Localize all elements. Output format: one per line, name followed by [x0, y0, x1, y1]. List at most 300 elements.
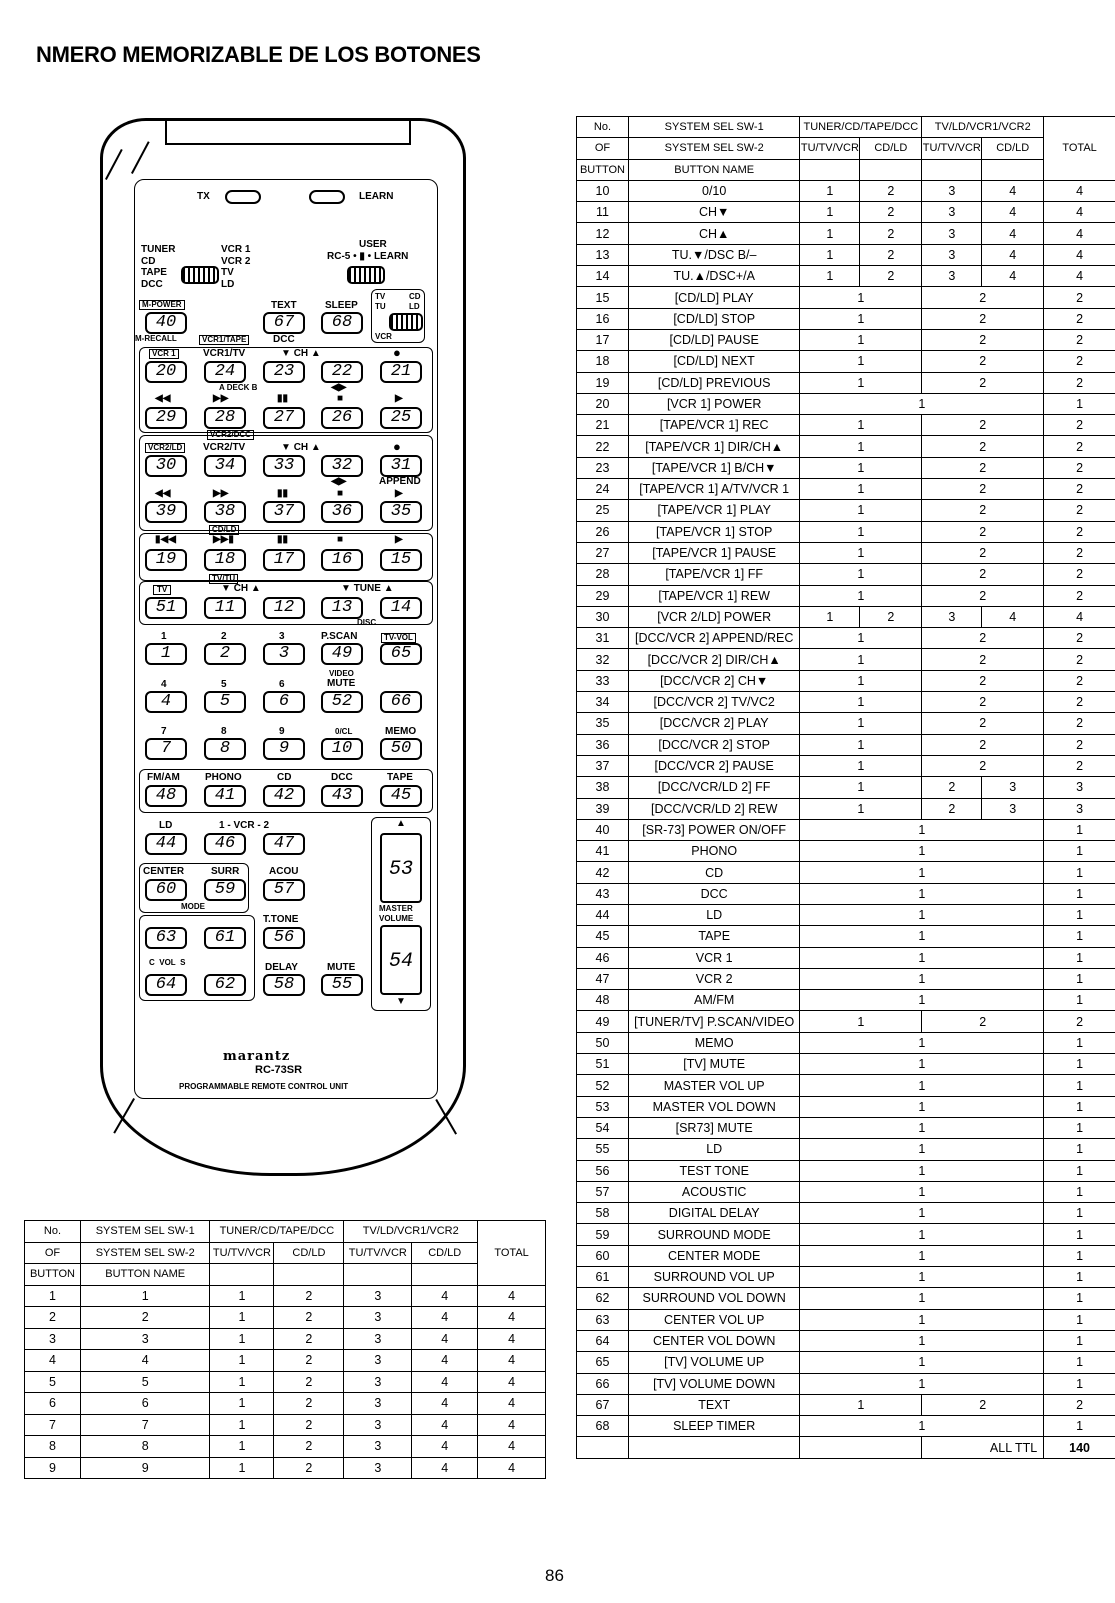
button-name-cell: [CD/LD] NEXT [628, 351, 799, 372]
count-cell: 1 [800, 244, 860, 265]
key-63[interactable]: 63 [145, 927, 187, 949]
total-cell: 1 [1044, 862, 1115, 883]
button-name-cell: SURROUND MODE [628, 1224, 799, 1245]
key-34[interactable]: 34 [204, 455, 246, 477]
append-dot-icon: ● [393, 439, 401, 454]
key-16[interactable]: 16 [321, 549, 363, 571]
button-name-cell: [TAPE/VCR 1] FF [628, 564, 799, 585]
table-row [25, 1414, 546, 1436]
count-cell: 2 [922, 692, 1044, 713]
table-cell: 8 [80, 1436, 210, 1458]
table-row [577, 649, 1115, 670]
key-50[interactable]: 50 [380, 738, 422, 760]
table-row [577, 798, 1115, 819]
button-number-cell: 55 [577, 1139, 629, 1160]
button-number-cell: 57 [577, 1181, 629, 1202]
button-name-cell: TU.▲/DSC+/A [628, 266, 799, 287]
key-19[interactable]: 19 [145, 549, 187, 571]
table-row [577, 564, 1115, 585]
table-cell: 2 [274, 1285, 344, 1307]
vcr-sw-label: VCR [375, 332, 392, 341]
key-32[interactable]: 32 [321, 455, 363, 477]
table-cell: 4 [412, 1436, 478, 1458]
key-62[interactable]: 62 [204, 974, 246, 996]
total-cell: 1 [1044, 1267, 1115, 1288]
hdr-group1: TUNER/CD/TAPE/DCC [210, 1221, 344, 1243]
count-cell: 3 [982, 777, 1044, 798]
hdr-no: No. [25, 1221, 81, 1243]
key-67[interactable]: 67 [263, 312, 305, 334]
grand-total: 140 [1044, 1437, 1115, 1458]
total-cell: 1 [1044, 990, 1115, 1011]
button-name-cell: CH▼ [628, 202, 799, 223]
table-row [577, 926, 1115, 947]
total-cell: 3 [1044, 777, 1115, 798]
table-row [577, 1373, 1115, 1394]
button-number-cell: 42 [577, 862, 629, 883]
vcr2tv-label: VCR2/TV [203, 442, 246, 453]
key-41[interactable]: 41 [204, 785, 246, 807]
button-number-cell: 66 [577, 1373, 629, 1394]
key-68[interactable]: 68 [321, 312, 363, 334]
key-47[interactable]: 47 [263, 833, 305, 855]
count-cell: 3 [922, 244, 982, 265]
key-49[interactable]: 49 [321, 643, 363, 665]
count-cell: 1 [800, 841, 1044, 862]
table-row [577, 542, 1115, 563]
vcr1-tape-label: VCR1/TAPE [199, 335, 249, 345]
table-cell: 4 [478, 1457, 546, 1479]
key-26[interactable]: 26 [321, 407, 363, 429]
table-cell: 1 [210, 1457, 274, 1479]
vcr12-label: 1 - VCR - 2 [219, 820, 270, 831]
table-row [25, 1371, 546, 1393]
key-39[interactable]: 39 [145, 501, 187, 523]
button-number-cell: 64 [577, 1330, 629, 1351]
table-cell: 2 [80, 1307, 210, 1329]
key-3[interactable]: 3 [263, 643, 305, 665]
count-cell: 2 [922, 308, 1044, 329]
button-name-cell: TEXT [628, 1394, 799, 1415]
total-cell: 4 [1044, 180, 1115, 201]
disc-label: DISC [357, 618, 377, 627]
key-28[interactable]: 28 [204, 407, 246, 429]
ld-sw-label: LD [409, 302, 420, 311]
key-59[interactable]: 59 [204, 879, 246, 901]
main-hdr-of: OF [577, 138, 629, 159]
table-row [577, 180, 1115, 201]
tv-label: TV [221, 267, 234, 278]
table-row [577, 904, 1115, 925]
count-cell: 1 [800, 904, 1044, 925]
table-cell: 3 [344, 1350, 412, 1372]
user-mode-switch[interactable] [347, 266, 385, 284]
count-cell: 2 [922, 1394, 1044, 1415]
ch-label-1: ▼ CH ▲ [281, 348, 321, 359]
button-number-cell: 14 [577, 266, 629, 287]
count-cell: 1 [800, 649, 922, 670]
count-cell: 1 [800, 1096, 1044, 1117]
table-cell: 3 [344, 1371, 412, 1393]
count-cell: 2 [922, 777, 982, 798]
rc5-label: RC-5 • ▮ • LEARN [327, 251, 409, 262]
hdr-tutvvcr-1: TU/TV/VCR [210, 1242, 274, 1264]
stop3-icon: ■ [337, 534, 344, 545]
count-cell: 2 [922, 670, 1044, 691]
button-number-cell: 59 [577, 1224, 629, 1245]
key-52[interactable]: 52 [321, 691, 363, 713]
key-45[interactable]: 45 [380, 785, 422, 807]
count-cell: 3 [922, 202, 982, 223]
table-cell: 1 [210, 1307, 274, 1329]
stop-icon: ■ [337, 393, 344, 404]
button-name-cell: TAPE [628, 926, 799, 947]
total-cell: 1 [1044, 1181, 1115, 1202]
table-cell: 4 [412, 1328, 478, 1350]
vcr2ld-tag: VCR2/LD [145, 443, 185, 453]
count-cell: 1 [800, 798, 922, 819]
center-label: CENTER [143, 866, 185, 877]
key-25[interactable]: 25 [380, 407, 422, 429]
table-row [577, 585, 1115, 606]
table-cell: 1 [80, 1285, 210, 1307]
button-number-cell: 50 [577, 1032, 629, 1053]
button-number-cell: 44 [577, 904, 629, 925]
button-name-cell: [TAPE/VCR 1] REC [628, 415, 799, 436]
model-label: RC-73SR [255, 1064, 303, 1076]
count-cell: 2 [922, 521, 1044, 542]
button-name-cell: [DCC/VCR 2] CH▼ [628, 670, 799, 691]
source-select-switch[interactable] [181, 266, 219, 284]
count-cell: 2 [922, 564, 1044, 585]
count-cell: 2 [922, 479, 1044, 500]
ch-label-3: ▼ CH ▲ [221, 583, 261, 594]
count-cell: 1 [800, 1245, 1044, 1266]
main-hdr-sw2: SYSTEM SEL SW-2 [628, 138, 799, 159]
button-name-cell: [SR73] MUTE [628, 1117, 799, 1138]
count-cell: 1 [800, 308, 922, 329]
key-12[interactable]: 12 [263, 597, 305, 619]
table-row [577, 372, 1115, 393]
table-cell: 1 [210, 1371, 274, 1393]
table-row [25, 1328, 546, 1350]
table-cell: 4 [412, 1393, 478, 1415]
key-58[interactable]: 58 [263, 974, 305, 996]
num-7-label: 7 [161, 726, 167, 737]
key-51[interactable]: 51 [145, 597, 187, 619]
button-name-cell: [DCC/VCR 2] PLAY [628, 713, 799, 734]
tu-sw-label: TU [375, 302, 386, 311]
key-38[interactable]: 38 [204, 501, 246, 523]
button-number-cell: 23 [577, 457, 629, 478]
button-number-cell: 11 [577, 202, 629, 223]
dcc-label: DCC [141, 279, 163, 290]
key-48[interactable]: 48 [145, 785, 187, 807]
total-cell: 2 [1044, 585, 1115, 606]
key-20[interactable]: 20 [145, 361, 187, 383]
button-number-cell: 61 [577, 1267, 629, 1288]
remote-control-diagram [100, 118, 466, 1176]
tx-indicator [225, 190, 261, 204]
table-cell: 2 [274, 1414, 344, 1436]
total-cell: 2 [1044, 457, 1115, 478]
table-cell: 1 [210, 1285, 274, 1307]
total-cell: 2 [1044, 372, 1115, 393]
button-number-cell: 10 [577, 180, 629, 201]
key-36[interactable]: 36 [321, 501, 363, 523]
num-3-label: 3 [279, 631, 285, 642]
key-57[interactable]: 57 [263, 879, 305, 901]
phono-label: PHONO [205, 772, 242, 783]
total-cell: 1 [1044, 968, 1115, 989]
button-name-cell: [TV] VOLUME DOWN [628, 1373, 799, 1394]
total-cell: 1 [1044, 1139, 1115, 1160]
key-66[interactable]: 66 [380, 691, 422, 713]
cdld-tag: CD/LD [209, 525, 239, 535]
table-row [577, 990, 1115, 1011]
count-cell: 1 [800, 1309, 1044, 1330]
hdr-tutvvcr-2: TU/TV/VCR [344, 1242, 412, 1264]
pscan-label: P.SCAN [321, 631, 358, 642]
count-cell: 1 [800, 180, 860, 201]
table-row [577, 755, 1115, 776]
count-cell: 2 [922, 649, 1044, 670]
table-row [577, 244, 1115, 265]
table-cell: 3 [344, 1328, 412, 1350]
hdr-sw2: SYSTEM SEL SW-2 [80, 1242, 210, 1264]
button-number-cell: 37 [577, 755, 629, 776]
count-cell: 4 [982, 180, 1044, 201]
total-cell: 1 [1044, 1309, 1115, 1330]
key-53[interactable]: 53 [380, 833, 422, 903]
table-cell: 6 [80, 1393, 210, 1415]
num-9-label: 9 [279, 726, 285, 737]
total-cell: 2 [1044, 1394, 1115, 1415]
button-name-cell: [TV] VOLUME UP [628, 1352, 799, 1373]
total-cell: 2 [1044, 542, 1115, 563]
total-cell: 4 [1044, 244, 1115, 265]
key-15[interactable]: 15 [380, 549, 422, 571]
hdr-of: OF [25, 1242, 81, 1264]
count-cell: 3 [922, 223, 982, 244]
total-cell: 1 [1044, 1224, 1115, 1245]
table-cell: 2 [274, 1436, 344, 1458]
key-31[interactable]: 31 [380, 455, 422, 477]
table-row [577, 883, 1115, 904]
table-row [577, 1309, 1115, 1330]
all-ttl-label: ALL TTL [922, 1437, 1044, 1458]
key-35[interactable]: 35 [380, 501, 422, 523]
count-cell: 1 [800, 692, 922, 713]
learn-indicator [309, 190, 345, 204]
table-row [577, 329, 1115, 350]
table-cell: 4 [478, 1307, 546, 1329]
table-row [577, 1224, 1115, 1245]
key-46[interactable]: 46 [204, 833, 246, 855]
key-43[interactable]: 43 [321, 785, 363, 807]
count-cell: 1 [800, 372, 922, 393]
key-1[interactable]: 1 [145, 643, 187, 665]
key-23[interactable]: 23 [263, 361, 305, 383]
key-13[interactable]: 13 [321, 597, 363, 619]
total-cell: 1 [1044, 1203, 1115, 1224]
key-37[interactable]: 37 [263, 501, 305, 523]
table-cell: 3 [25, 1328, 81, 1350]
table-cell: 1 [210, 1436, 274, 1458]
key-44[interactable]: 44 [145, 833, 187, 855]
total-cell: 2 [1044, 755, 1115, 776]
key-40[interactable]: 40 [145, 312, 187, 334]
count-cell: 2 [860, 202, 922, 223]
table-cell: 2 [274, 1328, 344, 1350]
key-10[interactable]: 10 [321, 738, 363, 760]
table-row [577, 266, 1115, 287]
vol-label: C VOL S [149, 958, 186, 967]
table-row [577, 819, 1115, 840]
button-name-cell: [TAPE/VCR 1] DIR/CH▲ [628, 436, 799, 457]
table-row [25, 1307, 546, 1329]
table-cell: 4 [478, 1393, 546, 1415]
button-number-cell: 63 [577, 1309, 629, 1330]
key-33[interactable]: 33 [263, 455, 305, 477]
count-cell: 1 [800, 1181, 1044, 1202]
table-cell: 4 [478, 1285, 546, 1307]
count-cell: 2 [922, 415, 1044, 436]
count-cell: 1 [800, 1032, 1044, 1053]
total-cell: 1 [1044, 819, 1115, 840]
button-name-cell: [DCC/VCR 2] DIR/CH▲ [628, 649, 799, 670]
key-18[interactable]: 18 [204, 549, 246, 571]
button-number-cell: 60 [577, 1245, 629, 1266]
count-cell: 1 [800, 1075, 1044, 1096]
key-64[interactable]: 64 [145, 974, 187, 996]
total-cell: 1 [1044, 926, 1115, 947]
key-42[interactable]: 42 [263, 785, 305, 807]
table-row [577, 1394, 1115, 1415]
key-5[interactable]: 5 [204, 691, 246, 713]
table-row [25, 1436, 546, 1458]
table-cell: 4 [412, 1414, 478, 1436]
key-65[interactable]: 65 [380, 643, 422, 665]
page-number: 86 [545, 1566, 564, 1585]
tape-label: TAPE [141, 267, 167, 278]
table-cell: 4 [412, 1371, 478, 1393]
button-name-cell: [DCC/VCR 2] STOP [628, 734, 799, 755]
button-number-cell: 30 [577, 606, 629, 627]
total-cell: 1 [1044, 883, 1115, 904]
table-cell: 3 [344, 1393, 412, 1415]
button-name-cell: [CD/LD] PLAY [628, 287, 799, 308]
table-cell: 4 [478, 1350, 546, 1372]
count-cell: 2 [922, 585, 1044, 606]
tape-src-label: TAPE [387, 772, 413, 783]
button-name-cell: 0/10 [628, 180, 799, 201]
key-2[interactable]: 2 [204, 643, 246, 665]
table-row [577, 968, 1115, 989]
key-17[interactable]: 17 [263, 549, 305, 571]
button-name-cell: [TUNER/TV] P.SCAN/VIDEO [628, 1011, 799, 1032]
tvtu-tag: TV/TU [209, 574, 238, 584]
count-cell: 4 [982, 266, 1044, 287]
total-cell: 2 [1044, 308, 1115, 329]
key-4[interactable]: 4 [145, 691, 187, 713]
prev-icon: ▮◀◀ [155, 534, 176, 545]
tv-cd-switch[interactable] [389, 313, 423, 331]
total-cell: 2 [1044, 1011, 1115, 1032]
total-cell: 3 [1044, 798, 1115, 819]
key-56[interactable]: 56 [263, 927, 305, 949]
button-number-cell: 62 [577, 1288, 629, 1309]
text-label: TEXT [271, 300, 297, 311]
hdr-group2: TV/LD/VCR1/VCR2 [344, 1221, 478, 1243]
table-cell: 4 [478, 1371, 546, 1393]
key-22[interactable]: 22 [321, 361, 363, 383]
table-row [577, 393, 1115, 414]
key-54[interactable]: 54 [380, 925, 422, 995]
key-60[interactable]: 60 [145, 879, 187, 901]
master-label: MASTER [379, 904, 413, 913]
button-number-cell: 68 [577, 1416, 629, 1437]
button-number-cell: 33 [577, 670, 629, 691]
cd-label: CD [141, 256, 156, 267]
key-9[interactable]: 9 [263, 738, 305, 760]
key-11[interactable]: 11 [204, 597, 246, 619]
total-cell: 1 [1044, 1096, 1115, 1117]
count-cell: 1 [800, 1416, 1044, 1437]
count-cell: 1 [800, 1117, 1044, 1138]
key-61[interactable]: 61 [204, 927, 246, 949]
key-14[interactable]: 14 [380, 597, 422, 619]
key-30[interactable]: 30 [145, 455, 187, 477]
count-cell: 1 [800, 1267, 1044, 1288]
key-27[interactable]: 27 [263, 407, 305, 429]
delay-label: DELAY [265, 962, 298, 973]
button-name-cell: [DCC/VCR/LD 2] REW [628, 798, 799, 819]
count-cell: 1 [800, 947, 1044, 968]
num-8-label: 8 [221, 726, 227, 737]
table-cell: 3 [344, 1436, 412, 1458]
rec-dot-icon: ● [393, 345, 401, 360]
key-6[interactable]: 6 [263, 691, 305, 713]
vcr2-label: VCR 2 [221, 256, 251, 267]
count-cell: 2 [922, 457, 1044, 478]
table-cell: 6 [25, 1393, 81, 1415]
key-8[interactable]: 8 [204, 738, 246, 760]
button-number-cell: 67 [577, 1394, 629, 1415]
key-24[interactable]: 24 [204, 361, 246, 383]
table-row [577, 947, 1115, 968]
count-cell: 1 [800, 287, 922, 308]
count-cell: 3 [982, 798, 1044, 819]
key-21[interactable]: 21 [380, 361, 422, 383]
count-cell: 1 [800, 436, 922, 457]
key-7[interactable]: 7 [145, 738, 187, 760]
button-name-cell: [CD/LD] PREVIOUS [628, 372, 799, 393]
main-hdr-tutvvcr-1: TU/TV/VCR [800, 138, 860, 159]
button-number-cell: 41 [577, 841, 629, 862]
key-29[interactable]: 29 [145, 407, 187, 429]
button-number-cell: 35 [577, 713, 629, 734]
button-number-cell: 13 [577, 244, 629, 265]
count-cell: 1 [800, 564, 922, 585]
key-55[interactable]: 55 [321, 974, 363, 996]
table-cell: 2 [274, 1393, 344, 1415]
hdr-cdld-1: CD/LD [274, 1242, 344, 1264]
count-cell: 1 [800, 926, 1044, 947]
count-cell: 1 [800, 1011, 922, 1032]
vcr1tv-label: VCR1/TV [203, 348, 246, 359]
total-cell: 2 [1044, 479, 1115, 500]
